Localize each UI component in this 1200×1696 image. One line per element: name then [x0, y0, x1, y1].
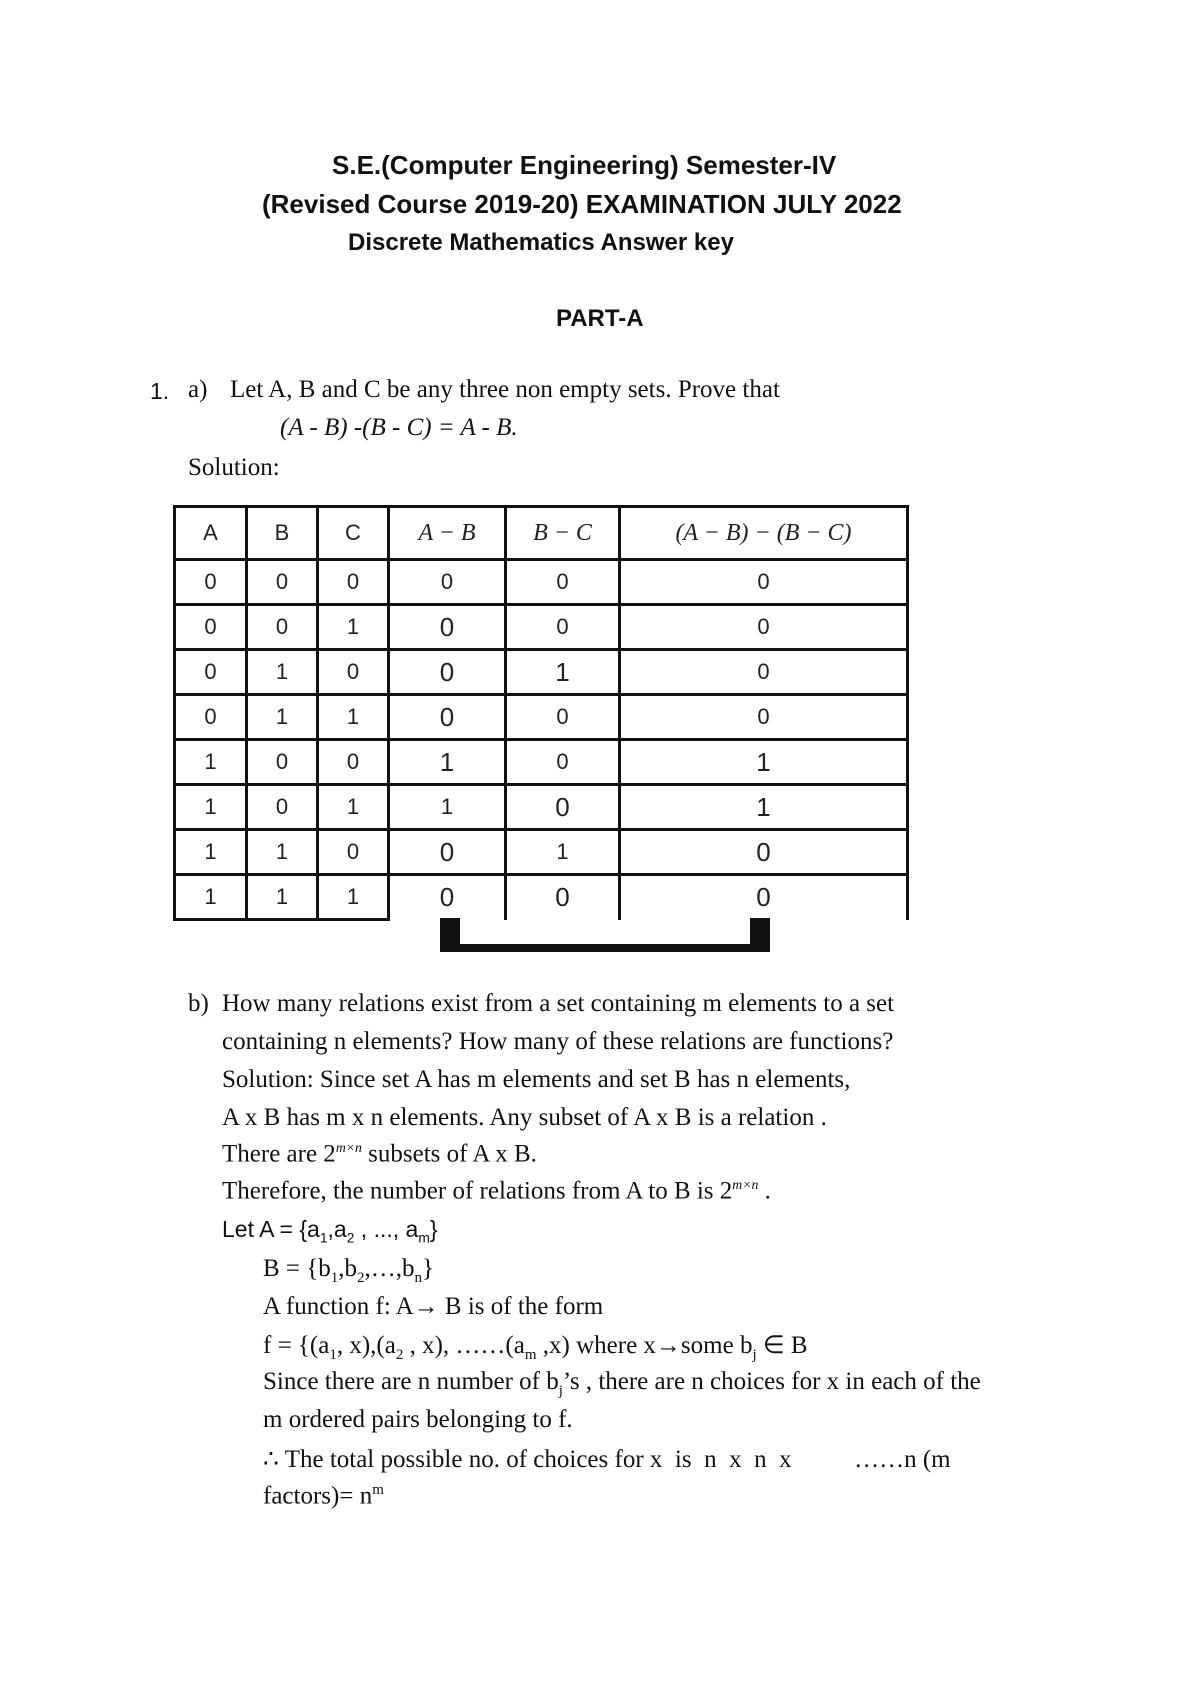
question-1a-expression: (A - B) -(B - C) = A - B.: [280, 414, 518, 441]
cell: 0: [506, 875, 620, 920]
cell: 0: [247, 560, 318, 605]
subscript: n: [414, 1270, 423, 1286]
solution-line2: A x B has m x n elements. Any subset of A x B is a relation .: [222, 1104, 827, 1131]
text-span: ∈ B: [756, 1332, 808, 1359]
table-row: [175, 875, 908, 920]
text-span: Let A = {a: [222, 1216, 320, 1242]
factors-line: [263, 1482, 384, 1510]
text-span: factors)= n: [263, 1482, 373, 1510]
cell: 0: [389, 695, 506, 740]
subscript: 2: [346, 1230, 355, 1246]
question-1b-line1: How many relations exist from a set containing m elements to a set: [222, 990, 895, 1017]
table-row: [175, 560, 908, 605]
col-header-b-minus-c: B − C: [506, 507, 620, 560]
cell: 1: [389, 740, 506, 785]
cell: 0: [175, 560, 247, 605]
cell: 1: [318, 875, 389, 920]
subscript: j: [752, 1347, 757, 1363]
subscript: 1: [319, 1230, 328, 1246]
solution-line1: Solution: Since set A has m elements and set B has n elements,: [222, 1066, 851, 1093]
cell: 0: [620, 695, 908, 740]
text-span: B = {b: [263, 1255, 331, 1282]
col-header-a: A: [175, 507, 247, 560]
cell: 0: [247, 740, 318, 785]
text-span: , ..., a: [354, 1216, 419, 1242]
col-header-a-minus-b: A − B: [389, 507, 506, 560]
function-form: A function f: A→ B is of the form: [263, 1293, 604, 1320]
table-row: [175, 695, 908, 740]
cell: 0: [318, 740, 389, 785]
table-row: [175, 650, 908, 695]
set-b-definition: [263, 1255, 434, 1287]
part-heading: PART-A: [556, 305, 644, 332]
cell: 0: [506, 560, 620, 605]
cell: 1: [175, 875, 247, 920]
cell: 1: [175, 830, 247, 875]
question-label-a: a): [188, 376, 208, 403]
table-row: [175, 740, 908, 785]
question-label-b: b): [188, 990, 209, 1017]
text-span: }: [429, 1216, 438, 1242]
cell: 1: [247, 875, 318, 920]
text-span: ’s , there are n choices for x in each of the: [562, 1368, 981, 1395]
text-span: f = {(a: [263, 1332, 330, 1359]
text-span: .: [758, 1177, 771, 1205]
exponent: m×n: [732, 1177, 759, 1192]
doc-title-line2: (Revised Course 2019-20) EXAMINATION JULY 2022: [262, 189, 902, 219]
cell: 0: [620, 605, 908, 650]
cell: 0: [175, 605, 247, 650]
cell: 1: [175, 740, 247, 785]
cell: 1: [620, 785, 908, 830]
cell: 1: [389, 785, 506, 830]
subscript: j: [558, 1383, 563, 1399]
cell: 0: [318, 560, 389, 605]
cell: 0: [175, 695, 247, 740]
text-span: Since there are n number of b: [263, 1368, 559, 1395]
table-header-row: [175, 507, 908, 560]
cell: 0: [506, 695, 620, 740]
text-span: ,x) where x→some b: [536, 1332, 753, 1359]
subscript: 2: [357, 1270, 365, 1286]
subscript: m: [524, 1347, 537, 1363]
truth-table: [173, 505, 909, 921]
text-span: ,b: [338, 1255, 358, 1282]
cell: 0: [389, 875, 506, 920]
doc-title-line3: Discrete Mathematics Answer key: [348, 229, 734, 256]
subscript: 2: [395, 1347, 404, 1363]
text-span: , x),(a: [336, 1332, 396, 1359]
cell: 0: [389, 560, 506, 605]
cell: 0: [318, 650, 389, 695]
ordered-pairs-line: m ordered pairs belonging to f.: [263, 1406, 573, 1433]
cell: 0: [318, 830, 389, 875]
cell: 0: [175, 650, 247, 695]
cell: 0: [506, 605, 620, 650]
doc-title-line1: S.E.(Computer Engineering) Semester-IV: [332, 150, 837, 180]
cell: 1: [506, 830, 620, 875]
question-1a-text: Let A, B and C be any three non empty sets. Prove that: [230, 376, 780, 403]
text-span: , x), ……(a: [403, 1332, 525, 1359]
subscript: 1: [330, 1270, 339, 1286]
subscript: m: [418, 1230, 430, 1246]
cell: 1: [318, 785, 389, 830]
exponent: m: [372, 1482, 384, 1498]
cell: 1: [506, 650, 620, 695]
col-header-b: B: [247, 507, 318, 560]
cell: 0: [620, 875, 908, 920]
col-header-c: C: [318, 507, 389, 560]
col-header-result: (A − B) − (B − C): [620, 507, 908, 560]
cell: 1: [247, 830, 318, 875]
subscript: 1: [329, 1347, 337, 1363]
bracket-shape: [440, 918, 770, 952]
cell: 1: [247, 695, 318, 740]
set-a-definition: [222, 1216, 438, 1246]
cell: 0: [506, 785, 620, 830]
table-row: [175, 830, 908, 875]
text-span: ,a: [327, 1216, 347, 1242]
text-span: There are 2: [222, 1140, 336, 1168]
cell: 0: [247, 605, 318, 650]
solution-line3: [222, 1140, 537, 1168]
cell: 1: [175, 785, 247, 830]
cell: 1: [318, 695, 389, 740]
text-span: ,…,b: [364, 1255, 415, 1282]
cell: 0: [389, 650, 506, 695]
text-span: }: [422, 1255, 435, 1282]
total-choices-line: ∴ The total possible no. of choices for x is n x n x ……n (m: [263, 1446, 951, 1473]
exponent: m×n: [335, 1140, 362, 1155]
table-row: [175, 785, 908, 830]
cell: 1: [247, 650, 318, 695]
table-row: [175, 605, 908, 650]
cell: 0: [620, 830, 908, 875]
question-number: 1.: [150, 378, 170, 404]
cell: 0: [389, 605, 506, 650]
since-line: [263, 1368, 981, 1400]
function-definition: [263, 1330, 808, 1364]
cell: 0: [389, 830, 506, 875]
cell: 0: [506, 740, 620, 785]
cell: 0: [620, 650, 908, 695]
cell: 1: [318, 605, 389, 650]
cell: 1: [620, 740, 908, 785]
solution-label: Solution:: [188, 454, 280, 481]
text-span: subsets of A x B.: [361, 1140, 537, 1168]
cell: 0: [247, 785, 318, 830]
solution-line4: [222, 1177, 771, 1205]
text-span: Therefore, the number of relations from A to B is 2: [222, 1177, 733, 1205]
cell: 0: [620, 560, 908, 605]
question-1b-line2: containing n elements? How many of these relations are functions?: [222, 1028, 894, 1055]
